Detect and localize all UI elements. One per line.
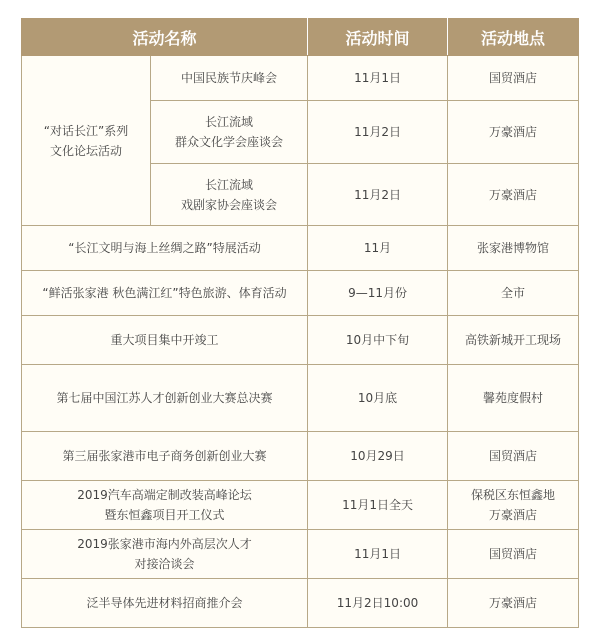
activity-place-cell	[448, 164, 579, 226]
header-activity-time: 活动时间	[308, 19, 448, 56]
activity-name-cell-line: 第七届中国江苏人才创新创业大赛总决赛	[56, 391, 273, 405]
activity-name-cell	[22, 316, 308, 365]
activity-time-cell: 10月中下旬	[308, 316, 448, 365]
activity-place-cell	[448, 101, 579, 164]
activity-name-cell-line: 长江流域	[205, 177, 254, 192]
activity-time-cell: 10月29日	[308, 432, 448, 481]
activity-place-cell-line: 万豪酒店	[489, 596, 538, 610]
activity-name-cell-line: 对接洽谈会	[134, 557, 195, 571]
activity-place-cell-line: 国贸酒店	[489, 449, 538, 463]
group-name-cell-line: 文化论坛活动	[49, 143, 122, 158]
activity-place-cell-line: 万豪酒店	[489, 187, 538, 202]
activity-place-cell-line: 万豪酒店	[489, 125, 538, 139]
activity-place-cell-line: 张家港博物馆	[477, 241, 550, 255]
activity-name-cell	[22, 365, 308, 432]
table-row	[22, 316, 579, 365]
activity-name-cell-line: 2019张家港市海内外高层次人才	[77, 537, 252, 551]
activity-place-cell-line: 保税区东恒鑫地	[471, 488, 556, 502]
activity-name-cell-line: 重大项目集中开竣工	[110, 333, 219, 347]
table-row	[22, 56, 579, 101]
activity-place-cell	[448, 432, 579, 481]
group-name-cell	[22, 56, 151, 226]
activity-time-cell: 11月2日	[308, 101, 448, 164]
activity-name-cell	[22, 271, 308, 316]
activity-time-cell: 11月1日	[308, 530, 448, 579]
table-row	[22, 579, 579, 628]
activity-name-cell-line: 泛半导体先进材料招商推介会	[86, 596, 243, 610]
activity-name-cell-line: 暨东恒鑫项目开工仪式	[104, 508, 225, 522]
table-row	[22, 481, 579, 530]
activity-place-cell	[448, 530, 579, 579]
activity-name-cell	[151, 164, 308, 226]
activity-name-cell-line: 群众文化学会座谈会	[175, 135, 284, 149]
activity-place-cell-line: 高铁新城开工现场	[465, 333, 562, 347]
activity-time-cell: 11月2日10:00	[308, 579, 448, 628]
activity-name-cell-line: 中国民族节庆峰会	[181, 71, 278, 85]
activity-name-cell-line: 第三届张家港市电子商务创新创业大赛	[62, 449, 267, 463]
activity-name-cell	[22, 579, 308, 628]
activity-place-cell-line: 国贸酒店	[489, 71, 538, 85]
activity-place-cell	[448, 316, 579, 365]
activity-name-cell-line: “鲜活张家港 秋色满江红”特色旅游、体育活动	[42, 286, 287, 300]
activity-name-cell	[22, 530, 308, 579]
activity-name-cell-line: 长江流域	[205, 115, 254, 129]
activity-place-cell	[448, 56, 579, 101]
table-row	[22, 432, 579, 481]
activity-place-cell	[448, 226, 579, 271]
header-row	[22, 19, 579, 56]
activity-place-cell-line: 馨苑度假村	[483, 391, 544, 405]
table-row	[22, 530, 579, 579]
header-activity-name: 活动名称	[22, 19, 308, 56]
activity-name-cell-line: 戏剧家协会座谈会	[181, 197, 278, 212]
activity-name-cell-line: “长江文明与海上丝绸之路”特展活动	[68, 241, 261, 255]
activity-time-cell: 11月1日	[308, 56, 448, 101]
table-row	[22, 226, 579, 271]
header-activity-place: 活动地点	[448, 19, 579, 56]
table-row	[22, 271, 579, 316]
activity-name-cell	[22, 432, 308, 481]
activity-time-cell: 9—11月份	[308, 271, 448, 316]
activity-place-cell	[448, 579, 579, 628]
activity-table	[21, 18, 579, 628]
activity-place-cell-line: 万豪酒店	[489, 508, 538, 522]
group-name-cell-line: “对话长江”系列	[43, 123, 129, 138]
activity-time-cell: 11月1日全天	[308, 481, 448, 530]
activity-time-cell: 11月2日	[308, 164, 448, 226]
activity-place-cell	[448, 365, 579, 432]
activity-place-cell	[448, 271, 579, 316]
activity-name-cell	[151, 56, 308, 101]
activity-name-cell	[22, 226, 308, 271]
activity-place-cell	[448, 481, 579, 530]
activity-place-cell-line: 国贸酒店	[489, 547, 538, 561]
activity-time-cell: 11月	[308, 226, 448, 271]
activity-place-cell-line: 全市	[501, 286, 526, 300]
activity-name-cell	[151, 101, 308, 164]
activity-name-cell	[22, 481, 308, 530]
table-row	[22, 365, 579, 432]
activity-name-cell-line: 2019汽车高端定制改装高峰论坛	[77, 488, 252, 502]
activity-time-cell: 10月底	[308, 365, 448, 432]
